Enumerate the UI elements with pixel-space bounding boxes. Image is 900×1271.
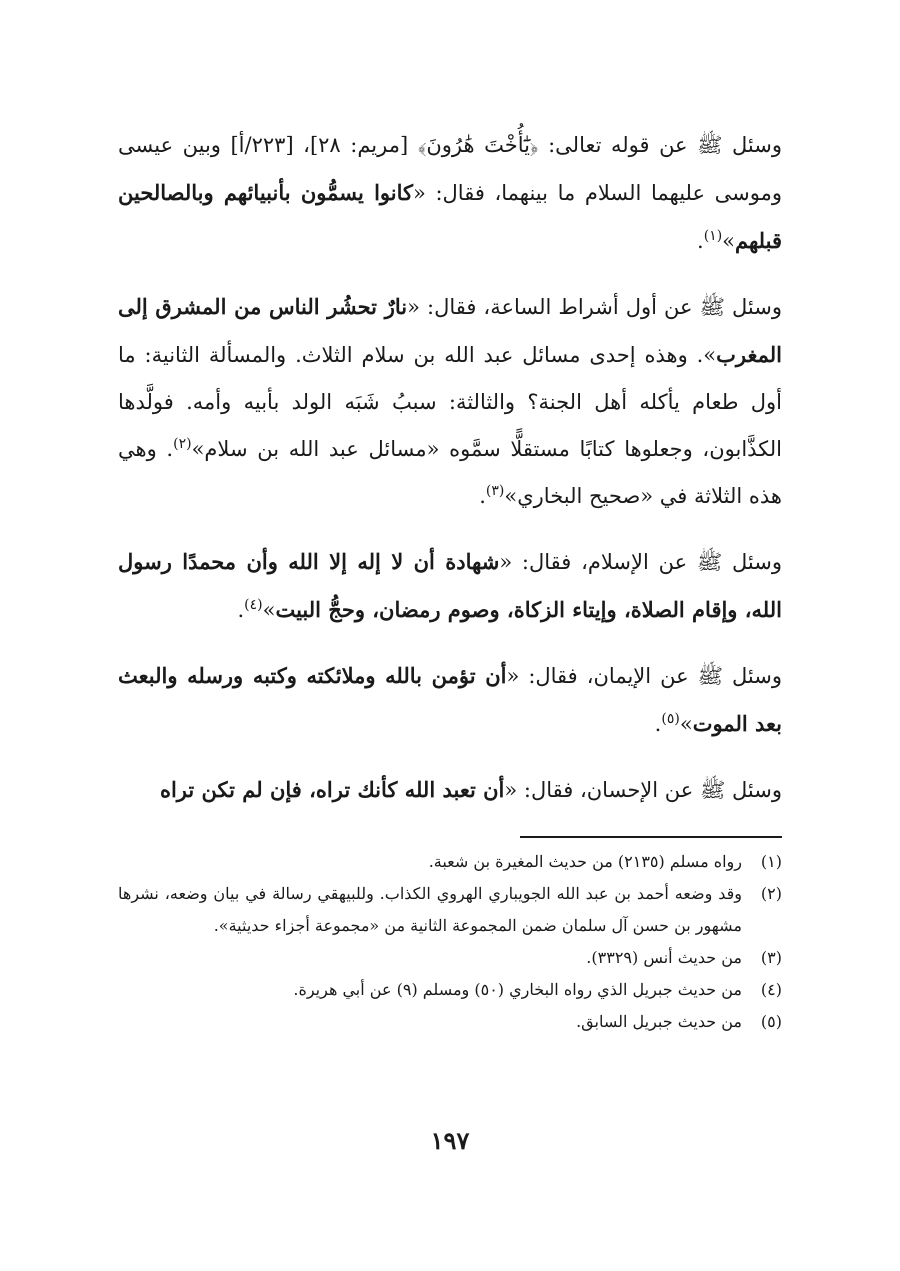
paragraph-text: . وهي هذه الثلاثة في «صحيح البخاري» xyxy=(118,437,782,508)
footnote-text: وقد وضعه أحمد بن عبد الله الجويباري الهروي الكذاب. وللبيهقي رسالة في بيان وضعه، نشرها مشهور بن حسن آل سلمان ضمن المجموعة الثانية من «مجموعة أجزاء حديثية». xyxy=(118,884,742,935)
footnote-number: (٥) xyxy=(760,1012,782,1031)
hadith-text: أن تؤمن بالله وملائكته وكتبه ورسله والبعث بعد الموت xyxy=(118,663,782,736)
paragraph-text: . xyxy=(697,229,704,253)
page-number: ١٩٧ xyxy=(430,1126,470,1155)
footnote-ref: (١) xyxy=(703,228,723,244)
paragraph-text: وسئل ﷺ عن الإحسان، فقال: « xyxy=(504,778,782,802)
footnote xyxy=(118,1006,782,1038)
paragraph xyxy=(118,283,782,520)
hadith-text: شهادة أن لا إله إلا الله وأن محمدًا رسول الله، وإقام الصلاة، وإيتاء الزكاة، وصوم رمضان، وحجُّ البيت xyxy=(118,549,782,622)
footnote-text: من حديث جبريل السابق. xyxy=(576,1012,742,1031)
paragraph-text: . xyxy=(237,598,245,622)
footnote-separator xyxy=(520,836,782,838)
footnote-ref: (٣) xyxy=(485,483,505,499)
paragraph xyxy=(118,766,782,814)
footnote-ref: (٥) xyxy=(661,711,680,727)
paragraph-text: وسئل ﷺ عن أول أشراط الساعة، فقال: « xyxy=(407,295,782,319)
footnote xyxy=(118,942,782,974)
footnote xyxy=(118,974,782,1006)
footnote-ref: (٤) xyxy=(244,597,263,613)
paragraph-text: . xyxy=(479,484,486,508)
footnotes xyxy=(118,846,782,1038)
footnote-ref: (٢) xyxy=(173,436,192,452)
paragraph xyxy=(118,652,782,748)
paragraph xyxy=(118,538,782,634)
paragraph-text: » xyxy=(262,598,276,622)
hadith-text: نارٌ تحشُر الناس من المشرق إلى المغرب xyxy=(118,294,782,367)
hadith-text: كانوا يسمُّون بأنبيائهم وبالصالحين قبلهم xyxy=(118,180,782,253)
footnote-number: (٢) xyxy=(760,884,782,903)
hadith-text: أن تعبد الله كأنك تراه، فإن لم تكن تراه xyxy=(159,777,505,802)
paragraph-text: وسئل ﷺ عن الإيمان، فقال: « xyxy=(506,664,782,688)
paragraph-text: . xyxy=(654,712,662,736)
footnote-text: رواه مسلم (٢١٣٥) من حديث المغيرة بن شعبة. xyxy=(428,852,742,871)
footnote xyxy=(118,846,782,878)
paragraph-text: وسئل ﷺ عن الإسلام، فقال: « xyxy=(499,550,782,574)
footnote-text: من حديث جبريل الذي رواه البخاري (٥٠) ومسلم (٩) عن أبي هريرة. xyxy=(293,980,742,999)
paragraph-text: ». وهذه إحدى مسائل عبد الله بن سلام الثلاث. والمسألة الثانية: ما أول طعام يأكله أهل الجنة؟ والثالثة: سببُ شَبَه الولد بأبيه وأمه. فولَّدها الكذَّابون، وجعلوها كتابًا مستقلًّا سمَّوه «مسائل عبد الله بن سلام» xyxy=(118,343,783,461)
paragraph xyxy=(118,122,782,265)
paragraph-text: » xyxy=(679,712,693,736)
footnote xyxy=(118,878,782,942)
footnote-number: (١) xyxy=(760,852,782,871)
footnote-number: (٤) xyxy=(760,980,782,999)
footnote-text: من حديث أنس (٣٣٢٩). xyxy=(586,948,742,967)
main-text xyxy=(118,122,782,832)
footnote-number: (٣) xyxy=(760,948,782,967)
paragraph-text: وسئل ﷺ عن قوله تعالى: ﴿يَٰٓأُخْتَ هَٰرُونَ﴾ [مريم: ٢٨]، [٢٢٣/أ] وبين عيسى وموسى عليهما السلام ما بينهما، فقال: « xyxy=(118,133,782,205)
paragraph-text: » xyxy=(722,229,736,253)
